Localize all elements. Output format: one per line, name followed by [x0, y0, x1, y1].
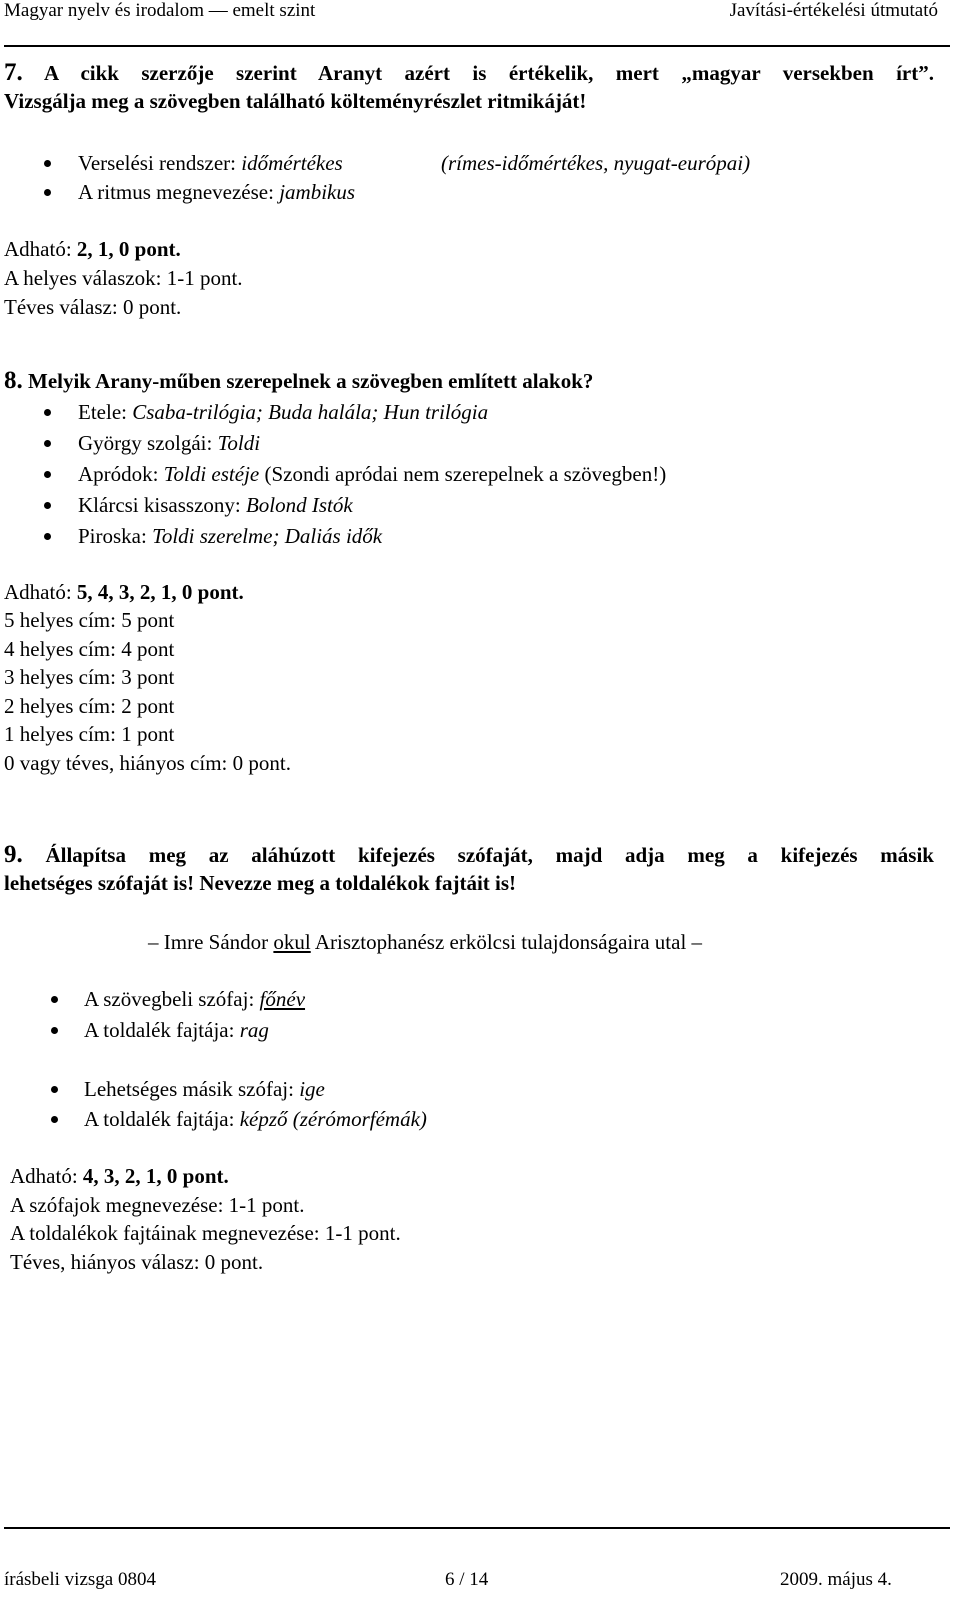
q7-line1: 7. A cikk szerzője szerint Aranyt azért is értékelik, mert „magyar versekben írt”. [4, 59, 935, 86]
footer-date: 2009. május 4. [780, 1569, 892, 1590]
footer-left: írásbeli vizsga 0804 [4, 1569, 156, 1590]
q8-score: Adható: 5, 4, 3, 2, 1, 0 pont. [4, 580, 244, 604]
q8-item-5: Piroska: Toldi szerelme; Daliás idők [78, 524, 383, 548]
bullet-icon [44, 440, 51, 447]
bullet-icon [51, 1086, 58, 1093]
q9-number: 9. [4, 841, 23, 868]
header-rule [4, 45, 950, 47]
bullet-icon [44, 533, 51, 540]
bullet-icon [51, 996, 58, 1003]
q9-note-3: Téves, hiányos válasz: 0 pont. [10, 1250, 264, 1274]
q9-item-1: A szövegbeli szófaj: főnév [84, 987, 306, 1011]
bullet-icon [51, 1027, 58, 1034]
underlined-word: okul [273, 930, 311, 954]
q7-number: 7. [4, 59, 23, 86]
q7-item-1-extra: (rímes-időmértékes, nyugat-európai) [441, 151, 751, 175]
bullet-icon [44, 409, 51, 416]
q9-line1: 9. Állapítsa meg az aláhúzott kifejezés szófaját, majd adja meg a kifejezés másik [4, 841, 934, 868]
q8-item-2: György szolgái: Toldi [78, 431, 261, 455]
q9-quote: – Imre Sándor okul Arisztophanész erkölcsi tulajdonságaira utal – [148, 930, 703, 954]
footer-rule [4, 1527, 950, 1529]
bullet-icon [44, 502, 51, 509]
q9-line2: lehetséges szófaját is! Nevezze meg a toldalékok fajtáit is! [4, 871, 517, 895]
q8-note-3: 3 helyes cím: 3 pont [4, 665, 175, 689]
q7-note-2: Téves válasz: 0 pont. [4, 295, 182, 319]
q7-item-2: A ritmus megnevezése: jambikus [78, 180, 356, 204]
q9-item-2: A toldalék fajtája: rag [84, 1018, 269, 1042]
q8-note-1: 5 helyes cím: 5 pont [4, 608, 175, 632]
q9-item-3: Lehetséges másik szófaj: ige [84, 1077, 325, 1101]
bullet-icon [51, 1116, 58, 1123]
q7-note-1: A helyes válaszok: 1-1 pont. [4, 266, 243, 290]
q8-note-4: 2 helyes cím: 2 pont [4, 694, 175, 718]
footer-page-number: 6 / 14 [445, 1569, 489, 1590]
q9-score: Adható: 4, 3, 2, 1, 0 pont. [10, 1164, 229, 1188]
q9-note-1: A szófajok megnevezése: 1-1 pont. [10, 1193, 305, 1217]
bullet-icon [44, 160, 51, 167]
q8-item-1: Etele: Csaba-trilógia; Buda halála; Hun trilógia [78, 400, 489, 424]
q8-item-4: Klárcsi kisasszony: Bolond Istók [78, 493, 353, 517]
q8-item-3: Apródok: Toldi estéje (Szondi apródai nem szerepelnek a szövegben!) [78, 462, 667, 486]
q9-note-2: A toldalékok fajtáinak megnevezése: 1-1 pont. [10, 1221, 401, 1245]
q7-item-1: Verselési rendszer: időmértékes [78, 151, 343, 175]
header-left: Magyar nyelv és irodalom — emelt szint [4, 0, 316, 21]
q8-note-2: 4 helyes cím: 4 pont [4, 637, 175, 661]
q8-note-6: 0 vagy téves, hiányos cím: 0 pont. [4, 751, 291, 775]
header-right: Javítási-értékelési útmutató [729, 0, 938, 21]
q8-number: 8. [4, 367, 23, 394]
q8-note-5: 1 helyes cím: 1 pont [4, 722, 175, 746]
bullet-icon [44, 189, 51, 196]
q7-line2: Vizsgálja meg a szövegben található költeményrészlet ritmikáját! [4, 89, 587, 113]
q7-score: Adható: 2, 1, 0 pont. [4, 237, 181, 261]
q9-item-4: A toldalék fajtája: képző (zérómorfémák) [84, 1107, 427, 1131]
bullet-icon [44, 471, 51, 478]
q8-question: 8. Melyik Arany-műben szerepelnek a szövegben említett alakok? [4, 367, 594, 394]
